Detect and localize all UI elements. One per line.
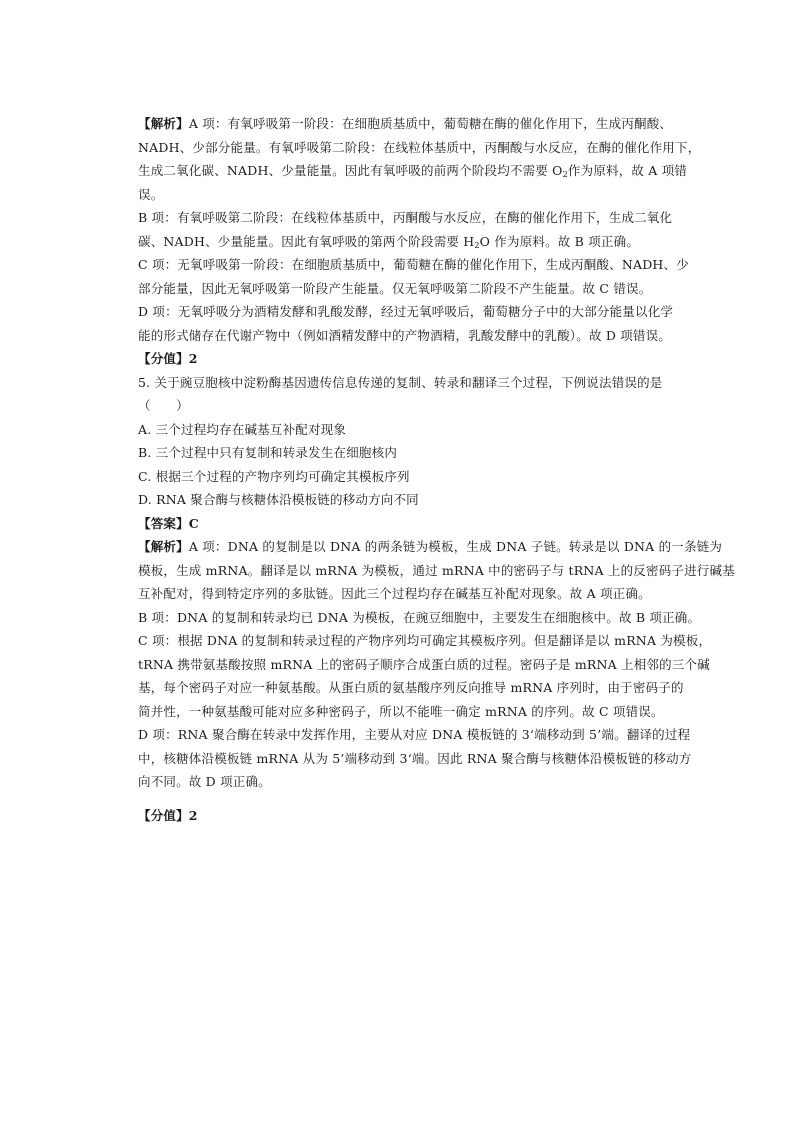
subscript: 2 <box>562 170 568 179</box>
analysis-text: 向不同。故 D 项正确。 <box>138 774 271 789</box>
q4-analysis-c <box>138 253 689 300</box>
analysis-text: 互补配对，得到特定序列的多肽链。因此三个过程均存在碱基互补配对现象。故 A 项正确。 <box>138 586 651 601</box>
subscript: 2 <box>474 240 480 250</box>
q5-options <box>138 418 678 512</box>
analysis-label: 【解析】 <box>138 539 189 554</box>
analysis-text: tRNA 携带氨基酸按照 mRNA 上的密码子顺序合成蛋白质的过程。密码子是 mRNA 上相邻的三个碱 <box>138 656 710 672</box>
q5-analysis-c <box>138 629 712 723</box>
analysis-text: B 项：有氧呼吸第二阶段：在线粒体基质中，丙酮酸与水反应，在酶的催化作用下，生成二氧化 <box>138 210 673 225</box>
q5-stem <box>138 371 678 418</box>
analysis-text: 误。 <box>138 186 164 202</box>
q5-analysis-b <box>138 606 701 630</box>
analysis-text: D 项：RNA 聚合酶在转录中发挥作用，主要从对应 DNA 模板链的 3‘端移动到 5’端。翻译的过程 <box>138 727 691 742</box>
analysis-text: 能的形式储存在代谢产物中（例如酒精发酵中的产物酒精，乳酸发酵中的乳酸）。故 D 项错误。 <box>138 327 672 343</box>
document-page <box>138 112 735 827</box>
score-label: 【分值】2 <box>138 351 198 366</box>
answer-label: 【答案】C <box>138 515 199 531</box>
analysis-text: O 作为原料。故 B 项正确。 <box>479 233 640 249</box>
analysis-text: C 项：无氧呼吸第一阶段：在细胞质基质中，葡萄糖在酶的催化作用下，生成丙酮酸、NADH、少 <box>138 257 689 272</box>
analysis-text: 作为原料，故 A 项错 <box>567 163 688 178</box>
analysis-text: D 项：无氧呼吸分为酒精发酵和乳酸发酵，经过无氧呼吸后，葡萄糖分子中的大部分能量以化学 <box>138 304 674 319</box>
option-d: D. RNA 聚合酶与核糖体沿模板链的移动方向不同 <box>138 492 419 507</box>
q5-analysis-a <box>138 535 735 606</box>
analysis-text: 碳、NADH、少量能量。因此有氧呼吸的第两个阶段需要 H <box>138 233 475 249</box>
analysis-text: 部分能量，因此无氧呼吸第一阶段产生能量。仅无氧呼吸第二阶段不产生能量。故 C 错误。 <box>138 280 652 296</box>
question-text: 5. 关于豌豆胞核中淀粉酶基因遗传信息传递的复制、转录和翻译三个过程，下例说法错误的是 <box>138 374 663 390</box>
analysis-label: 【解析】 <box>138 116 189 131</box>
analysis-text: C 项：根据 DNA 的复制和转录过程的产物序列均可确定其模板序列。但是翻译是以 mRNA 为模板， <box>138 633 712 648</box>
analysis-text: B 项：DNA 的复制和转录均已 DNA 为模板，在豌豆细胞中，主要发生在细胞核中。故 B 项正确。 <box>138 609 701 625</box>
q5-analysis-d <box>138 723 692 794</box>
q4-analysis-b <box>138 206 678 253</box>
analysis-text: 中，核糖体沿模板链 mRNA 从为 5’端移动到 3‘端。因此 RNA 聚合酶与核糖体沿模板链的移动方 <box>138 750 692 766</box>
score-label: 【分值】2 <box>138 807 198 823</box>
analysis-text: 简并性，一种氨基酸可能对应多种密码子，所以不能唯一确定 mRNA 的序列。故 C 项错误。 <box>138 703 664 719</box>
analysis-text: 基，每个密码子对应一种氨基酸。从蛋白质的氨基酸序列反向推导 mRNA 序列时，由于密码子的 <box>138 680 684 695</box>
q4-analysis-d <box>138 300 678 347</box>
analysis-text: NADH、少部分能量。有氧呼吸第二阶段：在线粒体基质中，丙酮酸与水反应，在酶的催化作用下， <box>138 139 701 155</box>
option-c: C. 根据三个过程的产物序列均可确定其模板序列 <box>138 468 410 484</box>
q4-analysis-a <box>138 112 701 206</box>
analysis-text: A 项：DNA 的复制是以 DNA 的两条链为模板，生成 DNA 子链。转录是以 DNA 的一条链为 <box>188 539 723 554</box>
option-b: B. 三个过程中只有复制和转录发生在细胞核内 <box>138 445 398 460</box>
answer-blank: （ ） <box>138 398 189 413</box>
option-a: A. 三个过程均存在碱基互补配对现象 <box>138 421 347 437</box>
analysis-text: A 项：有氧呼吸第一阶段：在细胞质基质中，葡萄糖在酶的催化作用下，生成丙酮酸、 <box>188 116 673 131</box>
analysis-text: 模板，生成 mRNA。翻译是以 mRNA 为模板，通过 mRNA 中的密码子与 tRNA 上的反密码子进行碱基 <box>138 562 735 578</box>
analysis-text: 生成二氧化碳、NADH、少量能量。因此有氧呼吸的前两个阶段均不需要 O <box>138 163 563 178</box>
